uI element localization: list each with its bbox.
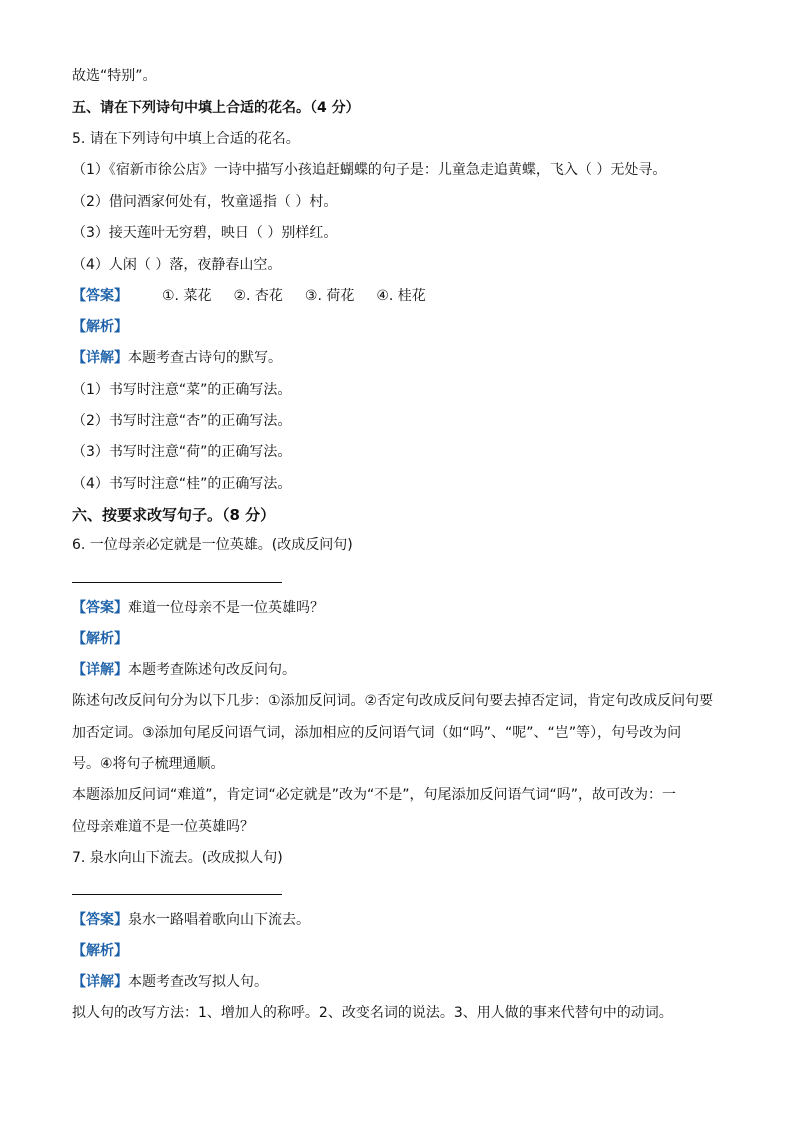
answer-item: ①. 菜花 (162, 288, 212, 304)
question-5-item-1: （1）《宿新市徐公店》一诗中描写小孩追赶蝴蝶的句子是：儿童急走追黄蝶，飞入（ ）无处寻。 (72, 162, 667, 178)
answer-tag: 【答案】 (72, 912, 128, 928)
paragraph-line: 号。④将句子梳理通顺。 (72, 756, 225, 772)
detail-text: 本题考查改写拟人句。 (128, 974, 268, 990)
text-line: 故选“特别”。 (72, 68, 157, 84)
question-6-stem: 6. 一位母亲必定就是一位英雄。(改成反问句) (72, 537, 353, 553)
answer-item: ④. 桂花 (376, 288, 426, 304)
answer-blank-line (72, 582, 282, 583)
question-5-item-3: （3）接天莲叶无穷碧，映日（ ）别样红。 (72, 225, 338, 241)
answer-item: ②. 杏花 (233, 288, 283, 304)
paragraph-line: 本题添加反问词“难道”，肯定词“必定就是”改为“不是”，句尾添加反问语气词“吗”，故可改为：一 (72, 787, 677, 803)
analysis-tag: 【解析】 (72, 943, 128, 959)
analysis-tag: 【解析】 (72, 319, 128, 335)
question-5-item-2: （2）借问酒家何处有，牧童遥指（ ）村。 (72, 194, 338, 210)
answer-blank-line (72, 894, 282, 895)
detail-line (72, 348, 282, 368)
question-6-answer-line (72, 598, 324, 618)
detail-tag: 【详解】 (72, 662, 128, 678)
question-5-answer-line (72, 286, 448, 306)
analysis-tag: 【解析】 (72, 631, 128, 647)
answer-tag: 【答案】 (72, 288, 128, 304)
detail-item-3: （3）书写时注意“荷”的正确写法。 (72, 444, 292, 460)
paragraph-line: 位母亲难道不是一位英雄吗？ (72, 819, 254, 835)
detail-text: 本题考查陈述句改反问句。 (128, 662, 296, 678)
answer-tag: 【答案】 (72, 600, 128, 616)
detail-line (72, 972, 268, 992)
detail-tag: 【详解】 (72, 974, 128, 990)
paragraph-line: 拟人句的改写方法：1、增加人的称呼。2、改变名词的说法。3、用人做的事来代替句中的动词。 (72, 1005, 673, 1021)
question-7-answer-line (72, 910, 310, 930)
question-5-item-4: （4）人闲（ ）落，夜静春山空。 (72, 257, 282, 273)
question-7-stem: 7. 泉水向山下流去。(改成拟人句) (72, 850, 283, 866)
question-5-stem: 5. 请在下列诗句中填上合适的花名。 (72, 131, 300, 147)
section-six-title: 六、按要求改写句子。（8 分） (72, 506, 276, 524)
detail-item-1: （1）书写时注意“菜”的正确写法。 (72, 382, 292, 398)
answer-item: ③. 荷花 (304, 288, 355, 304)
section-five-title: 五、请在下列诗句中填上合适的花名。（4 分） (72, 100, 360, 116)
answer-text: 难道一位母亲不是一位英雄吗？ (128, 600, 324, 616)
answer-text: 泉水一路唱着歌向山下流去。 (128, 912, 310, 928)
detail-line (72, 660, 296, 680)
paragraph-line: 陈述句改反问句分为以下几步：①添加反问词。②否定句改成反问句要去掉否定词，肯定句改成反问句要 (72, 693, 714, 709)
detail-text: 本题考查古诗句的默写。 (128, 350, 282, 366)
detail-item-2: （2）书写时注意“杏”的正确写法。 (72, 413, 292, 429)
detail-item-4: （4）书写时注意“桂”的正确写法。 (72, 476, 292, 492)
detail-tag: 【详解】 (72, 350, 128, 366)
paragraph-line: 加否定词。③添加句尾反问语气词，添加相应的反问语气词（如“吗”、“呢”、“岂”等），句号改为问 (72, 725, 682, 741)
